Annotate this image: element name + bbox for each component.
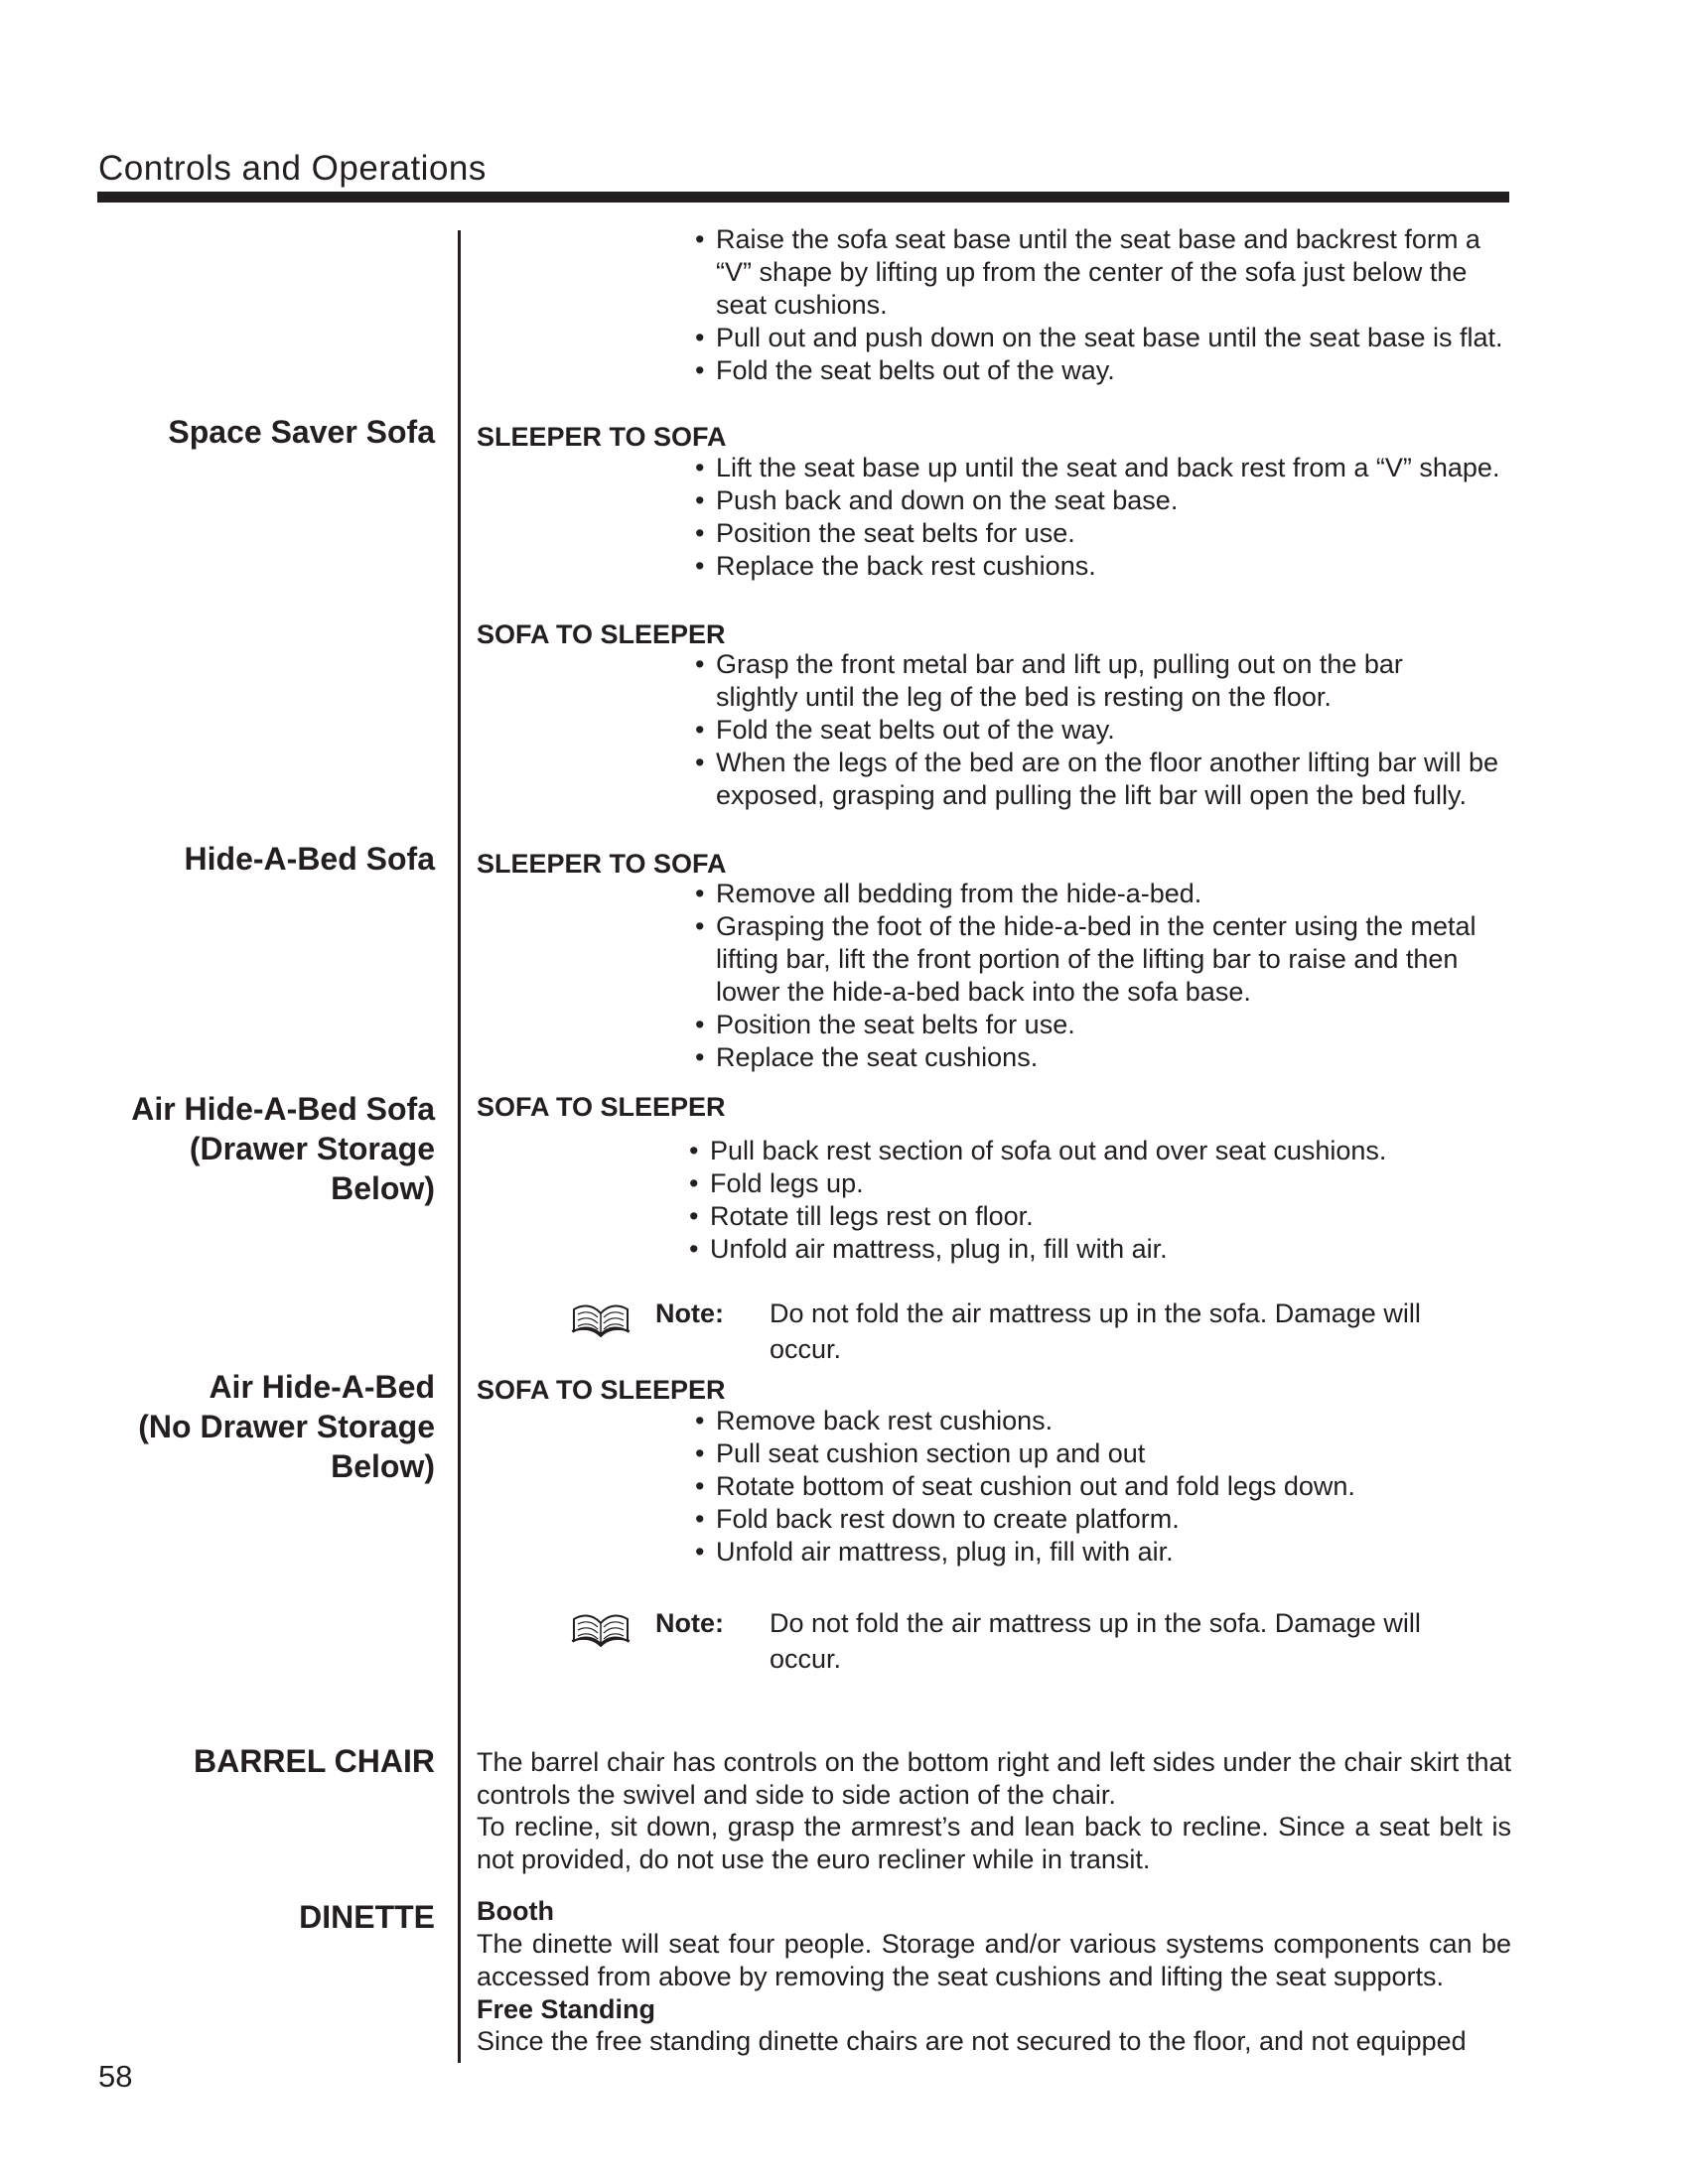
free-standing-text: Since the free standing dinette chairs are not secured to the floor, and not equipped [477, 2026, 1467, 2056]
bullet-item [695, 714, 1498, 747]
heading-line: Below) [331, 1448, 435, 1484]
hide-a-bed-sleeper-to-sofa-title: SLEEPER TO SOFA [477, 849, 727, 879]
bullet-line: • Push back and down on the seat base. [716, 485, 1179, 515]
heading-line: (Drawer Storage [189, 1131, 435, 1166]
bullet-line: seat cushions. [716, 290, 888, 320]
free-standing-title: Free Standing [477, 1994, 656, 2024]
space-saver-sleeper-to-sofa-title: SLEEPER TO SOFA [477, 422, 727, 452]
air-hide-a-bed-drawer-heading [131, 1089, 435, 1208]
bullet-line: lifting bar, lift the front portion of the lifting bar to raise and then [716, 944, 1459, 974]
page-header-title: Controls and Operations [98, 149, 487, 188]
page-number: 58 [98, 2059, 133, 2094]
bullet-item [695, 1009, 1476, 1041]
hide-a-bed-sofa-to-sleeper-list [695, 648, 1498, 812]
air-drawer-sofa-to-sleeper-list [689, 1135, 1386, 1266]
note-label: Note: [655, 1608, 724, 1638]
paragraph: To recline, sit down, grasp the armrest’s and lean back to recline. Since a seat belt is not provided, do not use the euro recliner while in transit. [477, 1812, 1511, 1874]
bullet-line: • Fold the seat belts out of the way. [716, 355, 1115, 385]
bullet-item [689, 1167, 1386, 1200]
bullet-item [695, 223, 1503, 322]
bullet-item [695, 1503, 1355, 1536]
bullet-item [695, 452, 1499, 484]
bullet-item [695, 878, 1476, 910]
air-no-drawer-sofa-to-sleeper-title: SOFA TO SLEEPER [477, 1375, 726, 1405]
note-text: Do not fold the air mattress up in the sofa. Damage will occur. [770, 1298, 1421, 1364]
bullet-line: • Rotate till legs rest on floor. [710, 1201, 1034, 1231]
bullet-item [695, 354, 1503, 387]
bullet-line: • Pull seat cushion section up and out [716, 1438, 1146, 1468]
heading-line: Air Hide-A-Bed [209, 1369, 435, 1405]
hide-a-bed-sofa-heading: Hide-A-Bed Sofa [184, 841, 435, 877]
open-book-icon [570, 1611, 632, 1647]
heading-line: (No Drawer Storage [138, 1409, 435, 1444]
air-drawer-note [570, 1296, 1523, 1375]
heading-line: Air Hide-A-Bed Sofa [131, 1091, 435, 1127]
bullet-line: • Fold legs up. [710, 1168, 864, 1198]
column-divider [458, 230, 461, 2063]
bullet-line: • Unfold air mattress, plug in, fill with air. [716, 1537, 1174, 1567]
air-drawer-sofa-to-sleeper-title: SOFA TO SLEEPER [477, 1092, 726, 1122]
dinette-heading: DINETTE [299, 1899, 435, 1935]
air-hide-a-bed-no-drawer-heading [138, 1367, 435, 1486]
bullet-item [695, 517, 1499, 550]
bullet-line: • Raise the sofa seat base until the seat base and backrest form a [716, 224, 1480, 254]
bullet-line: • Remove all bedding from the hide-a-bed. [716, 879, 1202, 908]
bullet-line: • Fold back rest down to create platform. [716, 1504, 1180, 1534]
hide-a-bed-sofa-to-sleeper-title: SOFA TO SLEEPER [477, 619, 726, 649]
air-no-drawer-sofa-to-sleeper-list [695, 1405, 1355, 1569]
bullet-item [695, 910, 1476, 1009]
bullet-line: exposed, grasping and pulling the lift bar will open the bed fully. [716, 780, 1467, 810]
barrel-chair-text [477, 1746, 1511, 1875]
bullet-line: lower the hide-a-bed back into the sofa base. [716, 977, 1251, 1007]
bullet-line: • Position the seat belts for use. [716, 518, 1075, 548]
bullet-item [689, 1233, 1386, 1266]
open-book-icon [570, 1301, 632, 1337]
bullet-item [695, 550, 1499, 583]
note-text: Do not fold the air mattress up in the sofa. Damage will occur. [770, 1608, 1421, 1674]
heading-line: Below) [331, 1170, 435, 1206]
bullet-line: • Grasp the front metal bar and lift up, pulling out on the bar [716, 649, 1403, 679]
bullet-line: • When the legs of the bed are on the floor another lifting bar will be [716, 748, 1498, 777]
bullet-item [695, 484, 1499, 517]
note-label: Note: [655, 1298, 724, 1328]
bullet-item [695, 747, 1498, 812]
bullet-line: slightly until the leg of the bed is resting on the floor. [716, 682, 1332, 712]
bullet-line: • Grasping the foot of the hide-a-bed in the center using the metal [716, 911, 1477, 941]
bullet-item [695, 1470, 1355, 1503]
bullet-line: • Rotate bottom of seat cushion out and fold legs down. [716, 1471, 1355, 1501]
bullet-line: • Position the seat belts for use. [716, 1010, 1075, 1039]
bullet-line: • Replace the seat cushions. [716, 1042, 1039, 1072]
bullet-item [695, 322, 1503, 354]
bullet-line: • Replace the back rest cushions. [716, 551, 1096, 581]
barrel-chair-heading: BARREL CHAIR [194, 1743, 435, 1779]
booth-text: The dinette will seat four people. Storage and/or various systems components can be accessed from above by removing the seat cushions and lifting the seat supports. [477, 1929, 1511, 1991]
space-saver-sleeper-to-sofa-list [695, 452, 1499, 583]
header-rule [97, 192, 1509, 203]
bullet-line: • Lift the seat base up until the seat and back rest from a “V” shape. [716, 453, 1500, 482]
bullet-line: • Pull back rest section of sofa out and over seat cushions. [710, 1136, 1387, 1165]
bullet-item [689, 1200, 1386, 1233]
bullet-item [695, 1405, 1355, 1437]
bullet-line: • Fold the seat belts out of the way. [716, 715, 1115, 745]
bullet-line: • Pull out and push down on the seat base until the seat base is flat. [716, 323, 1503, 352]
bullet-item [689, 1135, 1386, 1167]
hide-a-bed-sleeper-to-sofa-list [695, 878, 1476, 1074]
bullet-item [695, 1041, 1476, 1074]
intro-bullet-list [695, 223, 1503, 387]
booth-title: Booth [477, 1896, 554, 1926]
bullet-line: “V” shape by lifting up from the center of the sofa just below the [716, 257, 1468, 287]
paragraph: The barrel chair has controls on the bottom right and left sides under the chair skirt that controls the swivel and side to side action of the chair. [477, 1747, 1511, 1810]
space-saver-sofa-heading: Space Saver Sofa [168, 414, 435, 450]
bullet-item [695, 1536, 1355, 1569]
bullet-line: • Remove back rest cushions. [716, 1406, 1054, 1435]
bullet-item [695, 1437, 1355, 1470]
bullet-line: • Unfold air mattress, plug in, fill with air. [710, 1234, 1168, 1264]
bullet-item [695, 648, 1498, 714]
air-no-drawer-note [570, 1605, 1523, 1685]
